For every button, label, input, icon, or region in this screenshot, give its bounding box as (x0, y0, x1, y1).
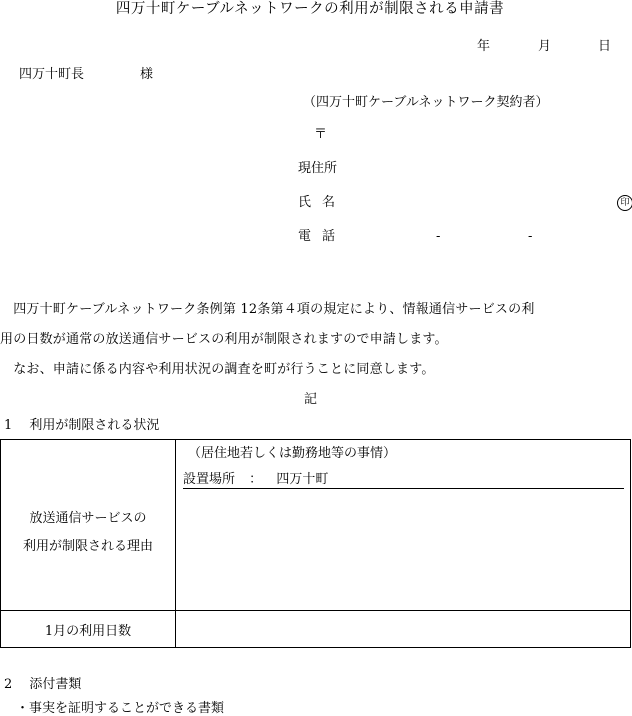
phone-label: 電話 (298, 229, 347, 244)
phone-separator: - (436, 229, 441, 244)
place-label: 設置場所 (183, 472, 236, 487)
section1-heading: 1 利用が制限される状況 (4, 418, 160, 433)
addressee-honorific: 様 (140, 67, 154, 82)
statement-line: 四万十町ケーブルネットワーク条例第 12条第４項の規定により、情報通信サービスの利 (0, 302, 535, 317)
statement-line: なお、申請に係る内容や利用状況の調査を町が行うことに同意します。 (0, 362, 435, 377)
application-statement (0, 295, 632, 385)
reason-label-cell (1, 440, 176, 611)
phone-separator: - (528, 229, 533, 244)
applicant-header: （四万十町ケーブルネットワーク契約者） (303, 95, 549, 110)
monthly-days-label: 1月の利用日数 (1, 611, 176, 648)
postal-code-mark: 〒 (314, 127, 328, 142)
reason-label-line: 利用が制限される理由 (22, 539, 153, 554)
addressee: 四万十町長 (19, 67, 85, 82)
installation-place-row[interactable] (183, 473, 624, 489)
place-value: 四万十町 (276, 472, 329, 487)
monthly-days-input[interactable] (176, 611, 631, 648)
page-title: 四万十町ケーブルネットワークの利用が制限される申請書 (115, 1, 505, 17)
restriction-table (0, 439, 631, 648)
reason-hint: （居住地若しくは勤務地等の事情） (188, 446, 397, 461)
name-label: 氏名 (298, 195, 347, 210)
date-day-label: 日 (598, 39, 612, 54)
seal-icon: 印 (617, 195, 632, 211)
date-month-label: 月 (538, 39, 552, 54)
section2-heading: 2 添付書類 (4, 677, 82, 692)
reason-input-cell[interactable] (176, 440, 631, 611)
address-label: 現住所 (298, 161, 338, 176)
place-colon: ： (249, 472, 263, 487)
ki-heading: 記 (304, 392, 318, 407)
date-year-label: 年 (477, 39, 491, 54)
reason-label-line: 放送通信サービスの (29, 511, 147, 526)
attachment-item: ・事実を証明することができる書類 (16, 701, 225, 716)
statement-line: 用の日数が通常の放送通信サービスの利用が制限されますので申請します。 (0, 332, 448, 347)
